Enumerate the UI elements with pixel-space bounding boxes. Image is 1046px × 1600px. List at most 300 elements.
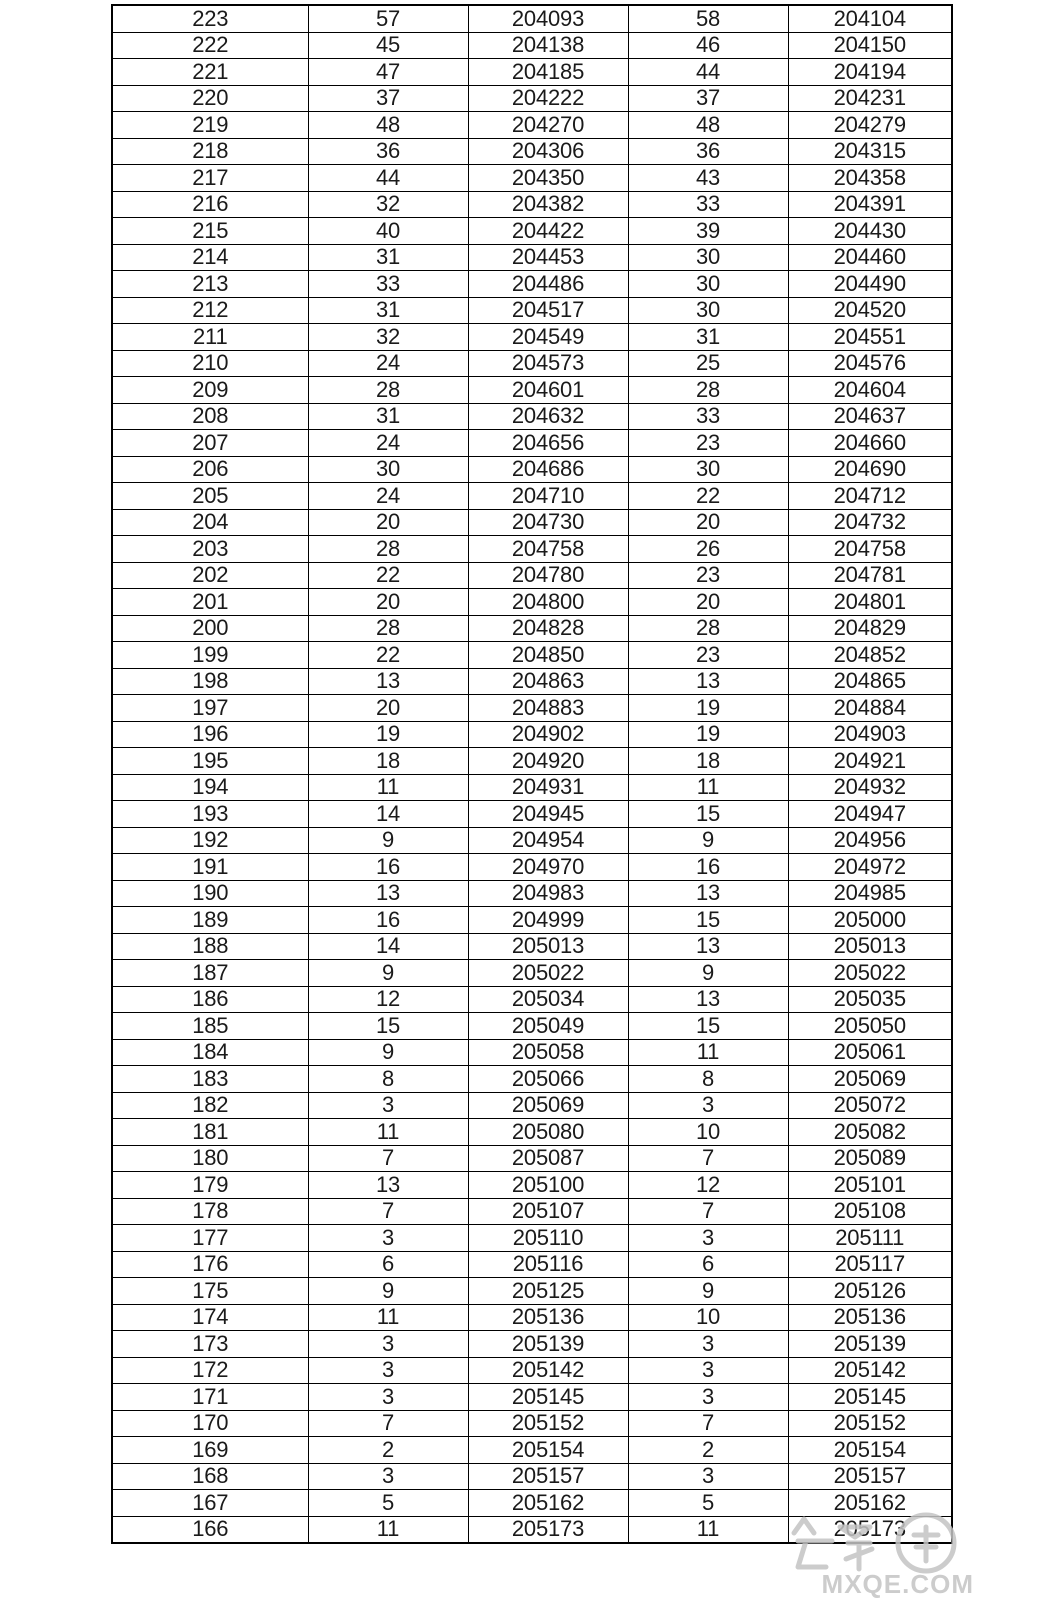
table-row: [112, 1304, 952, 1331]
table-cell-col4: 3: [628, 1463, 788, 1490]
table-row: [112, 907, 952, 934]
table-cell-col2: 11: [308, 1119, 468, 1146]
table-cell-col4: 11: [628, 1039, 788, 1066]
table-cell-col2: 20: [308, 589, 468, 616]
table-cell-col4: 11: [628, 1516, 788, 1543]
table-cell-col4: 28: [628, 615, 788, 642]
table-cell-col5: 204150: [788, 32, 952, 59]
table-cell-col3: 205080: [468, 1119, 628, 1146]
table-cell-col2: 47: [308, 59, 468, 86]
table-cell-col2: 6: [308, 1251, 468, 1278]
table-cell-col2: 11: [308, 1304, 468, 1331]
table-cell-col1: 182: [112, 1092, 308, 1119]
table-cell-col1: 216: [112, 191, 308, 218]
table-cell-col4: 26: [628, 536, 788, 563]
table-cell-col5: 205035: [788, 986, 952, 1013]
table-cell-col4: 9: [628, 960, 788, 987]
table-row: [112, 1145, 952, 1172]
table-cell-col4: 10: [628, 1304, 788, 1331]
table-cell-col5: 204460: [788, 244, 952, 271]
table-cell-col4: 30: [628, 244, 788, 271]
table-cell-col4: 19: [628, 695, 788, 722]
table-cell-col2: 28: [308, 615, 468, 642]
table-row: [112, 642, 952, 669]
table-cell-col5: 204781: [788, 562, 952, 589]
table-cell-col1: 201: [112, 589, 308, 616]
table-cell-col3: 205157: [468, 1463, 628, 1490]
table-row: [112, 827, 952, 854]
table-cell-col4: 9: [628, 827, 788, 854]
table-cell-col2: 33: [308, 271, 468, 298]
table-cell-col1: 169: [112, 1437, 308, 1464]
table-cell-col3: 204632: [468, 403, 628, 430]
watermark-text: MXQE.COM: [821, 1569, 974, 1598]
table-cell-col3: 204800: [468, 589, 628, 616]
table-row: [112, 1516, 952, 1543]
table-cell-col5: 204194: [788, 59, 952, 86]
table-cell-col3: 204453: [468, 244, 628, 271]
table-cell-col1: 180: [112, 1145, 308, 1172]
table-cell-col4: 16: [628, 854, 788, 881]
table-row: [112, 748, 952, 775]
table-cell-col5: 205136: [788, 1304, 952, 1331]
table-cell-col5: 204932: [788, 774, 952, 801]
table-cell-col4: 15: [628, 907, 788, 934]
table-cell-col1: 218: [112, 138, 308, 165]
table-cell-col3: 204549: [468, 324, 628, 351]
table-cell-col3: 204486: [468, 271, 628, 298]
table-cell-col3: 205013: [468, 933, 628, 960]
table-cell-col5: 204576: [788, 350, 952, 377]
table-cell-col2: 22: [308, 562, 468, 589]
table-cell-col1: 210: [112, 350, 308, 377]
table-cell-col4: 20: [628, 589, 788, 616]
table-cell-col1: 172: [112, 1357, 308, 1384]
table-cell-col1: 223: [112, 5, 308, 32]
table-cell-col5: 205108: [788, 1198, 952, 1225]
table-cell-col5: 204690: [788, 456, 952, 483]
table-cell-col3: 205162: [468, 1490, 628, 1517]
table-cell-col2: 24: [308, 430, 468, 457]
table-row: [112, 1172, 952, 1199]
table-cell-col2: 2: [308, 1437, 468, 1464]
table-cell-col5: 204430: [788, 218, 952, 245]
table-cell-col4: 31: [628, 324, 788, 351]
table-cell-col1: 193: [112, 801, 308, 828]
table-cell-col1: 200: [112, 615, 308, 642]
table-cell-col3: 204758: [468, 536, 628, 563]
table-cell-col4: 13: [628, 986, 788, 1013]
table-row: [112, 5, 952, 32]
table-cell-col1: 207: [112, 430, 308, 457]
table-cell-col4: 44: [628, 59, 788, 86]
table-cell-col5: 205082: [788, 1119, 952, 1146]
table-cell-col5: 205101: [788, 1172, 952, 1199]
table-cell-col1: 191: [112, 854, 308, 881]
table-cell-col5: 205173: [788, 1516, 952, 1543]
table-cell-col4: 3: [628, 1384, 788, 1411]
table-cell-col1: 208: [112, 403, 308, 430]
table-cell-col5: 205089: [788, 1145, 952, 1172]
table-cell-col2: 11: [308, 1516, 468, 1543]
table-cell-col5: 204865: [788, 668, 952, 695]
table-cell-col1: 186: [112, 986, 308, 1013]
table-row: [112, 324, 952, 351]
table-cell-col3: 204710: [468, 483, 628, 510]
table-cell-col4: 3: [628, 1331, 788, 1358]
table-body: [112, 5, 952, 1543]
table-cell-col1: 203: [112, 536, 308, 563]
table-cell-col2: 30: [308, 456, 468, 483]
table-row: [112, 986, 952, 1013]
table-cell-col2: 7: [308, 1145, 468, 1172]
table-row: [112, 244, 952, 271]
table-cell-col4: 43: [628, 165, 788, 192]
table-row: [112, 1225, 952, 1252]
table-row: [112, 403, 952, 430]
table-cell-col3: 204902: [468, 721, 628, 748]
table-cell-col1: 174: [112, 1304, 308, 1331]
table-cell-col4: 8: [628, 1066, 788, 1093]
table-cell-col4: 5: [628, 1490, 788, 1517]
table-cell-col3: 204422: [468, 218, 628, 245]
table-cell-col2: 24: [308, 350, 468, 377]
table-cell-col2: 20: [308, 509, 468, 536]
table-cell-col1: 189: [112, 907, 308, 934]
table-cell-col3: 205049: [468, 1013, 628, 1040]
table-cell-col2: 11: [308, 774, 468, 801]
table-cell-col2: 9: [308, 1039, 468, 1066]
table-cell-col1: 171: [112, 1384, 308, 1411]
table-row: [112, 1198, 952, 1225]
table-cell-col2: 48: [308, 112, 468, 139]
table-cell-col1: 211: [112, 324, 308, 351]
table-row: [112, 218, 952, 245]
table-cell-col3: 205034: [468, 986, 628, 1013]
table-cell-col5: 205000: [788, 907, 952, 934]
table-cell-col3: 205058: [468, 1039, 628, 1066]
table-cell-col1: 181: [112, 1119, 308, 1146]
table-cell-col2: 3: [308, 1384, 468, 1411]
table-row: [112, 960, 952, 987]
table-cell-col4: 30: [628, 297, 788, 324]
table-row: [112, 1066, 952, 1093]
table-cell-col2: 14: [308, 933, 468, 960]
table-row: [112, 801, 952, 828]
table-cell-col3: 204999: [468, 907, 628, 934]
table-row: [112, 562, 952, 589]
table-row: [112, 880, 952, 907]
table-row: [112, 165, 952, 192]
table-cell-col2: 5: [308, 1490, 468, 1517]
table-row: [112, 509, 952, 536]
table-cell-col5: 205013: [788, 933, 952, 960]
table-cell-col1: 192: [112, 827, 308, 854]
table-row: [112, 1357, 952, 1384]
table-cell-col5: 205117: [788, 1251, 952, 1278]
table-cell-col3: 205125: [468, 1278, 628, 1305]
table-cell-col4: 30: [628, 456, 788, 483]
table-cell-col3: 204945: [468, 801, 628, 828]
table-cell-col2: 37: [308, 85, 468, 112]
table-cell-col5: 204956: [788, 827, 952, 854]
table-cell-col1: 215: [112, 218, 308, 245]
table-cell-col3: 204954: [468, 827, 628, 854]
table-cell-col3: 205107: [468, 1198, 628, 1225]
table-cell-col4: 18: [628, 748, 788, 775]
table-cell-col5: 204279: [788, 112, 952, 139]
table-cell-col2: 32: [308, 324, 468, 351]
table-cell-col1: 199: [112, 642, 308, 669]
table-cell-col1: 213: [112, 271, 308, 298]
table-cell-col3: 204093: [468, 5, 628, 32]
table-cell-col3: 205100: [468, 1172, 628, 1199]
table-cell-col1: 205: [112, 483, 308, 510]
table-row: [112, 350, 952, 377]
table-cell-col3: 204780: [468, 562, 628, 589]
table-cell-col2: 3: [308, 1225, 468, 1252]
table-row: [112, 1410, 952, 1437]
table-cell-col1: 197: [112, 695, 308, 722]
table-cell-col4: 15: [628, 801, 788, 828]
table-cell-col4: 30: [628, 271, 788, 298]
table-cell-col2: 13: [308, 880, 468, 907]
table-cell-col1: 220: [112, 85, 308, 112]
table-cell-col4: 19: [628, 721, 788, 748]
table-cell-col4: 7: [628, 1410, 788, 1437]
table-cell-col3: 204730: [468, 509, 628, 536]
table-row: [112, 112, 952, 139]
table-row: [112, 1490, 952, 1517]
table-cell-col4: 6: [628, 1251, 788, 1278]
table-cell-col2: 9: [308, 1278, 468, 1305]
table-cell-col4: 36: [628, 138, 788, 165]
table-cell-col4: 13: [628, 668, 788, 695]
table-cell-col4: 15: [628, 1013, 788, 1040]
table-cell-col2: 13: [308, 1172, 468, 1199]
table-cell-col1: 178: [112, 1198, 308, 1225]
table-cell-col3: 204883: [468, 695, 628, 722]
table-cell-col4: 46: [628, 32, 788, 59]
table-cell-col3: 204270: [468, 112, 628, 139]
table-cell-col3: 204573: [468, 350, 628, 377]
table-cell-col5: 205152: [788, 1410, 952, 1437]
table-cell-col2: 15: [308, 1013, 468, 1040]
table-row: [112, 1331, 952, 1358]
table-cell-col1: 221: [112, 59, 308, 86]
table-cell-col1: 170: [112, 1410, 308, 1437]
table-cell-col1: 188: [112, 933, 308, 960]
table-cell-col5: 205145: [788, 1384, 952, 1411]
table-cell-col1: 202: [112, 562, 308, 589]
table-cell-col5: 205139: [788, 1331, 952, 1358]
table-row: [112, 59, 952, 86]
table-cell-col1: 209: [112, 377, 308, 404]
table-cell-col2: 12: [308, 986, 468, 1013]
table-cell-col2: 3: [308, 1092, 468, 1119]
table-cell-col2: 14: [308, 801, 468, 828]
table-cell-col2: 3: [308, 1331, 468, 1358]
table-cell-col5: 205111: [788, 1225, 952, 1252]
table-row: [112, 1119, 952, 1146]
table-row: [112, 933, 952, 960]
table-cell-col2: 8: [308, 1066, 468, 1093]
table-row: [112, 589, 952, 616]
table-cell-col2: 40: [308, 218, 468, 245]
table-cell-col5: 205061: [788, 1039, 952, 1066]
table-cell-col2: 3: [308, 1357, 468, 1384]
table-cell-col2: 31: [308, 403, 468, 430]
table-cell-col5: 204604: [788, 377, 952, 404]
table-cell-col2: 9: [308, 960, 468, 987]
table-cell-col2: 19: [308, 721, 468, 748]
table-cell-col5: 204884: [788, 695, 952, 722]
table-cell-col5: 204660: [788, 430, 952, 457]
table-cell-col3: 205066: [468, 1066, 628, 1093]
table-cell-col2: 28: [308, 536, 468, 563]
table-cell-col4: 37: [628, 85, 788, 112]
table-cell-col4: 7: [628, 1198, 788, 1225]
table-cell-col1: 196: [112, 721, 308, 748]
table-cell-col2: 24: [308, 483, 468, 510]
table-cell-col1: 176: [112, 1251, 308, 1278]
table-cell-col5: 204801: [788, 589, 952, 616]
table-cell-col2: 57: [308, 5, 468, 32]
table-cell-col5: 205126: [788, 1278, 952, 1305]
table-cell-col2: 45: [308, 32, 468, 59]
table-cell-col3: 204828: [468, 615, 628, 642]
table-cell-col3: 205022: [468, 960, 628, 987]
table-cell-col5: 205157: [788, 1463, 952, 1490]
table-cell-col2: 3: [308, 1463, 468, 1490]
table-cell-col2: 36: [308, 138, 468, 165]
table-cell-col1: 175: [112, 1278, 308, 1305]
table-cell-col1: 185: [112, 1013, 308, 1040]
table-cell-col2: 9: [308, 827, 468, 854]
table-cell-col2: 20: [308, 695, 468, 722]
table-cell-col5: 204921: [788, 748, 952, 775]
table-cell-col2: 32: [308, 191, 468, 218]
table-cell-col3: 204983: [468, 880, 628, 907]
table-cell-col3: 205173: [468, 1516, 628, 1543]
table-cell-col4: 23: [628, 642, 788, 669]
table-cell-col3: 204601: [468, 377, 628, 404]
table-cell-col5: 204732: [788, 509, 952, 536]
table-cell-col2: 7: [308, 1410, 468, 1437]
table-cell-col1: 183: [112, 1066, 308, 1093]
table-cell-col3: 205069: [468, 1092, 628, 1119]
table-cell-col1: 167: [112, 1490, 308, 1517]
table-cell-col3: 204185: [468, 59, 628, 86]
table-row: [112, 721, 952, 748]
table-cell-col4: 23: [628, 562, 788, 589]
table-row: [112, 615, 952, 642]
table-cell-col1: 195: [112, 748, 308, 775]
table-cell-col5: 205022: [788, 960, 952, 987]
table-cell-col4: 22: [628, 483, 788, 510]
table-cell-col5: 205142: [788, 1357, 952, 1384]
table-cell-col4: 58: [628, 5, 788, 32]
table-row: [112, 1039, 952, 1066]
table-cell-col1: 204: [112, 509, 308, 536]
table-cell-col5: 204829: [788, 615, 952, 642]
table-cell-col5: 204985: [788, 880, 952, 907]
table-cell-col3: 205152: [468, 1410, 628, 1437]
table-row: [112, 271, 952, 298]
table-cell-col3: 204350: [468, 165, 628, 192]
table-cell-col3: 205145: [468, 1384, 628, 1411]
table-cell-col4: 48: [628, 112, 788, 139]
table-cell-col4: 11: [628, 774, 788, 801]
table-cell-col1: 194: [112, 774, 308, 801]
table-cell-col4: 20: [628, 509, 788, 536]
table-row: [112, 1013, 952, 1040]
table-cell-col3: 204382: [468, 191, 628, 218]
table-row: [112, 774, 952, 801]
table-cell-col1: 187: [112, 960, 308, 987]
table-cell-col5: 204712: [788, 483, 952, 510]
table-cell-col1: 206: [112, 456, 308, 483]
table-cell-col1: 173: [112, 1331, 308, 1358]
table-cell-col4: 3: [628, 1357, 788, 1384]
table-cell-col1: 198: [112, 668, 308, 695]
table-cell-col5: 204520: [788, 297, 952, 324]
table-cell-col4: 9: [628, 1278, 788, 1305]
table-row: [112, 377, 952, 404]
table-row: [112, 138, 952, 165]
table-row: [112, 1384, 952, 1411]
table-cell-col5: 204104: [788, 5, 952, 32]
table-cell-col3: 205136: [468, 1304, 628, 1331]
table-cell-col4: 28: [628, 377, 788, 404]
table-row: [112, 536, 952, 563]
table-cell-col2: 7: [308, 1198, 468, 1225]
table-row: [112, 430, 952, 457]
table-cell-col3: 204517: [468, 297, 628, 324]
table-cell-col2: 31: [308, 297, 468, 324]
table-cell-col5: 204903: [788, 721, 952, 748]
table-cell-col3: 204863: [468, 668, 628, 695]
table-cell-col3: 204686: [468, 456, 628, 483]
table-row: [112, 297, 952, 324]
table-cell-col5: 204551: [788, 324, 952, 351]
table-cell-col3: 205139: [468, 1331, 628, 1358]
table-cell-col1: 219: [112, 112, 308, 139]
table-row: [112, 1278, 952, 1305]
table-cell-col5: 205072: [788, 1092, 952, 1119]
table-cell-col3: 205154: [468, 1437, 628, 1464]
table-row: [112, 668, 952, 695]
table-cell-col3: 204970: [468, 854, 628, 881]
table-cell-col5: 205162: [788, 1490, 952, 1517]
table-cell-col3: 205116: [468, 1251, 628, 1278]
table-cell-col1: 166: [112, 1516, 308, 1543]
table-cell-col4: 13: [628, 880, 788, 907]
table-cell-col4: 33: [628, 403, 788, 430]
table-cell-col4: 33: [628, 191, 788, 218]
table-cell-col5: 204358: [788, 165, 952, 192]
table-cell-col2: 44: [308, 165, 468, 192]
table-cell-col3: 204306: [468, 138, 628, 165]
table-cell-col2: 28: [308, 377, 468, 404]
table-cell-col1: 179: [112, 1172, 308, 1199]
table-cell-col5: 204490: [788, 271, 952, 298]
table-row: [112, 1463, 952, 1490]
table-cell-col4: 2: [628, 1437, 788, 1464]
table-cell-col1: 177: [112, 1225, 308, 1252]
score-rank-table: [111, 4, 953, 1544]
table-cell-col1: 184: [112, 1039, 308, 1066]
